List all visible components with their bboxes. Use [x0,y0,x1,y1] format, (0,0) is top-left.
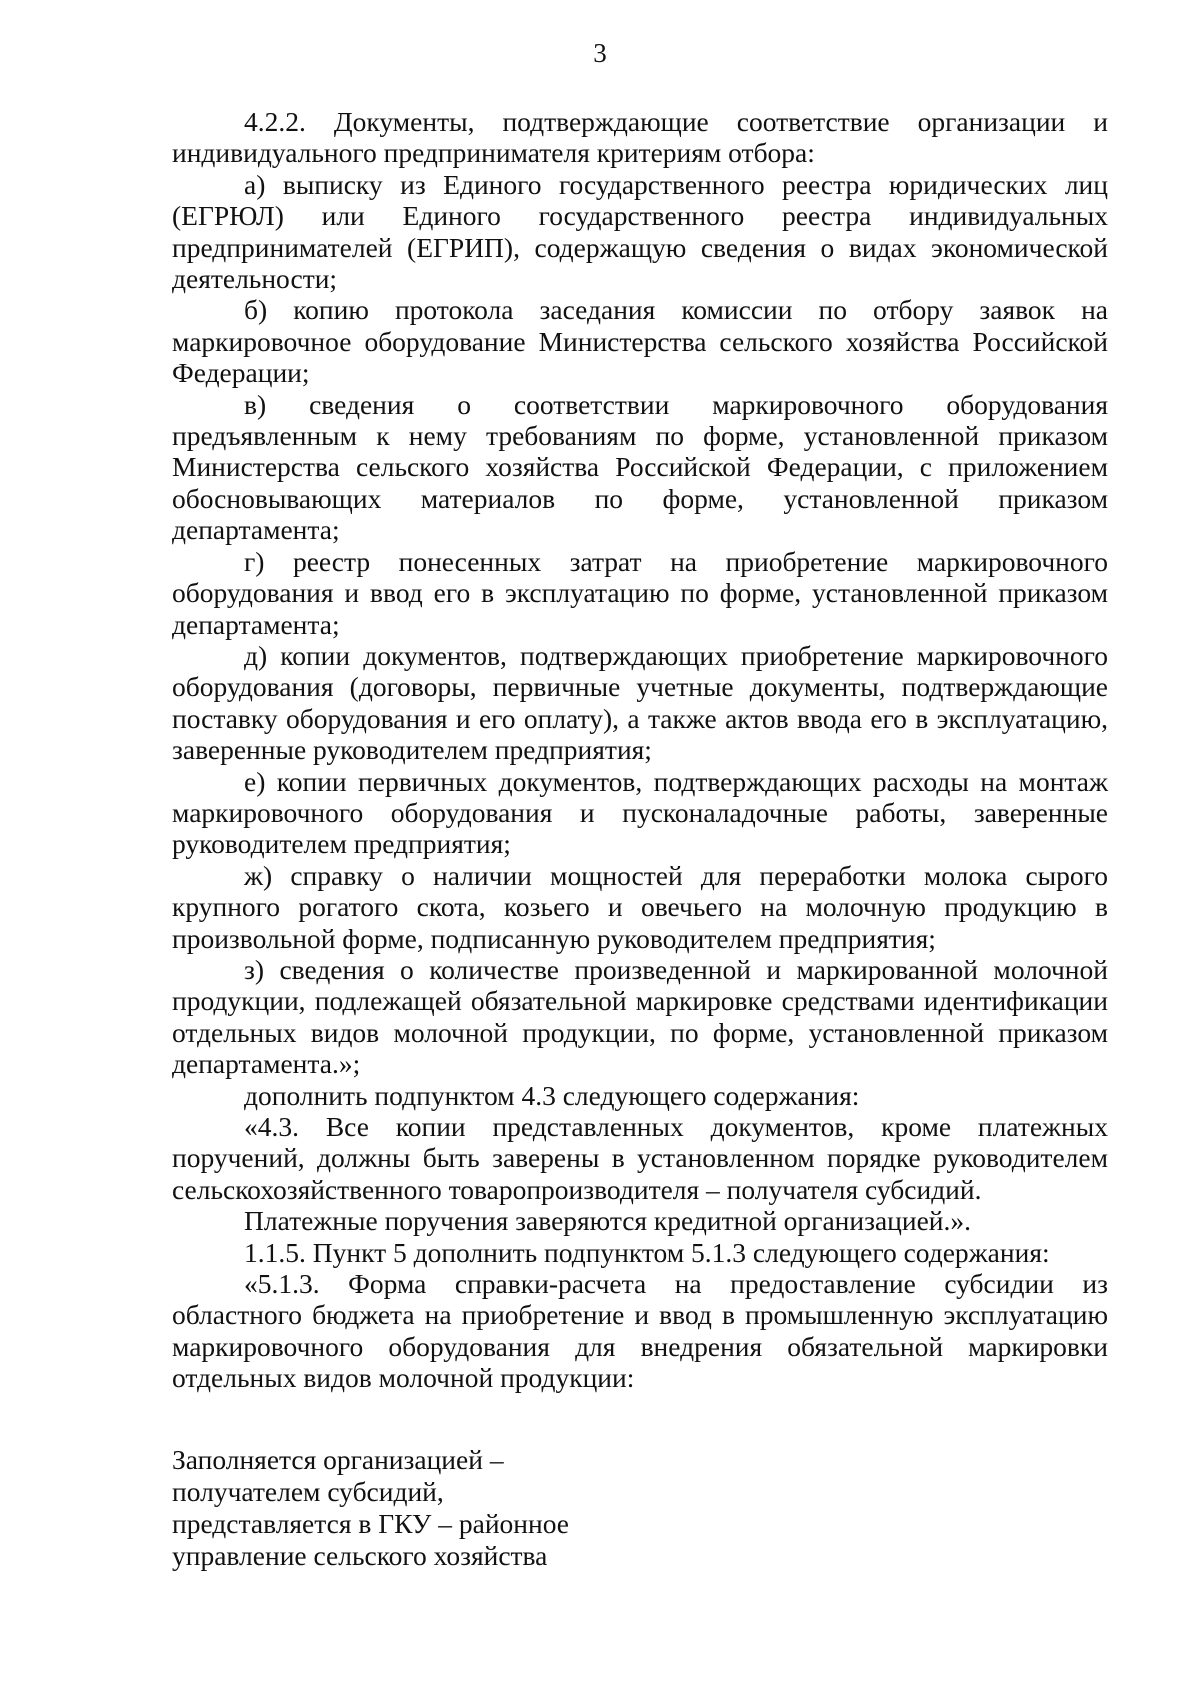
note-line: Заполняется организацией – [172,1444,504,1475]
note-line: управление сельского хозяйства [172,1540,548,1571]
paragraph-z: з) сведения о количестве произведенной и маркированной молочной продукции, подлежащей обязательной маркировке средствами идентификации отдельных видов молочной продукции, по форме, установленной приказом департамента.»; [172,953,1108,1080]
paragraph-4-3: «4.3. Все копии представленных документов, кроме платежных поручений, должны быть заверены в установленном порядке руководителем сельскохозяйственного товаропроизводителя – получателя субсидий. [172,1111,1108,1205]
paragraph-v: в) сведения о соответствии маркировочного оборудования предъявленным к нему требованиям по форме, установленной приказом Министерства сельского хозяйства Российской Федерации, с приложением обосновывающих материалов по форме, установленной приказом департамента; [172,388,1108,546]
page-number: 3 [593,38,607,68]
note-line: представляется в ГКУ – районное [172,1508,570,1539]
paragraph-a: а) выписку из Единого государственного реестра юридических лиц (ЕГРЮЛ) или Единого государственного реестра индивидуальных предпринимателей (ЕГРИП), содержащую сведения о видах экономической деятельности; [172,168,1108,295]
paragraph-4-2-2: 4.2.2. Документы, подтверждающие соответствие организации и индивидуального предпринимателя критериям отбора: [172,106,1108,169]
paragraph-5-1-3: «5.1.3. Форма справки-расчета на предоставление субсидии из областного бюджета на приобретение и ввод в промышленную эксплуатацию маркировочного оборудования для внедрения обязательной маркировки отдельных видов молочной продукции: [172,1268,1108,1394]
paragraph-add-4-3: дополнить подпунктом 4.3 следующего содержания: [244,1079,860,1111]
document-body [172,106,1108,1394]
note-line: получателем субсидий, [172,1476,444,1507]
form-header-note [172,1444,772,1572]
paragraph-zh: ж) справку о наличии мощностей для переработки молока сырого крупного рогатого скота, козьего и овечьего на молочную продукцию в произвольной форме, подписанную руководителем предприятия; [172,859,1108,954]
paragraph-b: б) копию протокола заседания комиссии по отбору заявок на маркировочное оборудование Министерства сельского хозяйства Российской Федерации; [172,294,1108,389]
paragraph-g: г) реестр понесенных затрат на приобретение маркировочного оборудования и ввод его в эксплуатацию по форме, установленной приказом департамента; [172,545,1108,640]
paragraph-1-1-5: 1.1.5. Пункт 5 дополнить подпунктом 5.1.3 следующего содержания: [244,1236,1050,1268]
paragraph-e: е) копии первичных документов, подтверждающих расходы на монтаж маркировочного оборудования и пусконаладочные работы, заверенные руководителем предприятия; [172,765,1108,860]
paragraph-d: д) копии документов, подтверждающих приобретение маркировочного оборудования (договоры, первичные учетные документы, подтверждающие поставку оборудования и его оплату), а также актов ввода его в эксплуатацию, заверенные руководителем предприятия; [172,639,1108,766]
paragraph-payment-orders: Платежные поручения заверяются кредитной организацией.». [244,1205,972,1237]
